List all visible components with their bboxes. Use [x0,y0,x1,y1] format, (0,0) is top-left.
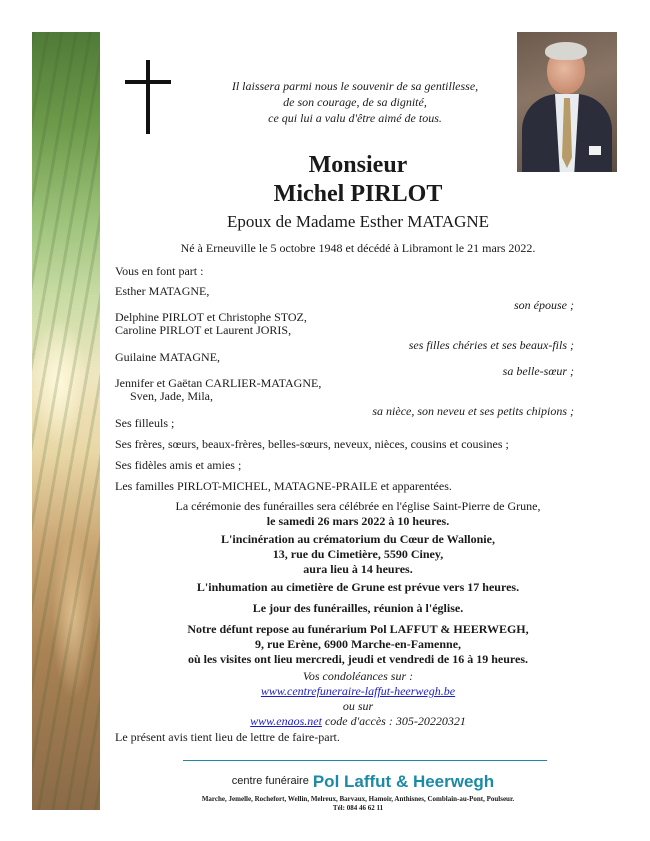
condolences-block: Vos condoléances sur : www.centrefuneraire-laffut-heerwegh.be ou sur www.enaos.net code d'accès : 305-20220321 [250,669,466,728]
family-daughters-role: ses filles chéries et ses beaux-fils ; [408,338,574,352]
portrait-photo [517,32,617,172]
footer-phone: Tél: 084 46 62 11 [332,804,384,812]
ceremony-block: La cérémonie des funérailles sera célébrée en l'église Saint-Pierre de Grune, le samedi 26 mars 2022 à 10 heures. [175,499,541,528]
deceased-name: Michel PIRLOT [273,181,443,207]
incineration-block: L'incinération au crématorium du Cœur de Wallonie, 13, rue du Cimetière, 5590 Ciney, aura lieu à 14 heures. [221,532,495,576]
funeral-home-link[interactable]: www.centrefuneraire-laffut-heerwegh.be [260,684,456,698]
enaos-link[interactable]: www.enaos.net [250,714,322,728]
family-daughter-1: Delphine PIRLOT et Christophe STOZ, [115,310,307,324]
memorial-quote: Il laissera parmi nous le souvenir de sa gentillesse, de son courage, de sa dignité, ce qui lui a valu d'être aimé de tous. [231,79,479,125]
family-niece: Jennifer et Gaëtan CARLIER-MATAGNE, [115,376,322,390]
footer-towns: Marche, Jemelle, Rochefort, Wellin, Melreux, Barvaux, Hamoir, Anthisnes, Comblain-au-Pont, Poulseur. [201,795,515,803]
footer-divider [183,760,547,761]
family-esther: Esther MATAGNE, [115,284,210,298]
honorific: Monsieur [308,152,408,178]
family-siblings: Ses frères, sœurs, beaux-frères, belles-sœurs, neveux, nièces, cousins et cousines ; [115,437,509,451]
family-friends: Ses fidèles amis et amies ; [115,458,242,472]
birth-death-line: Né à Erneuville le 5 octobre 1948 et décédé à Libramont le 21 mars 2022. [180,241,536,255]
cross-icon [125,60,171,134]
family-godchildren: Ses filleuls ; [115,416,175,430]
family-kids: Sven, Jade, Mila, [130,389,213,403]
inhumation-line: L'inhumation au cimetière de Grune est prévue vers 17 heures. [196,580,520,594]
family-families: Les familles PIRLOT-MICHEL, MATAGNE-PRAILE et apparentées. [115,479,452,493]
family-sister-in-law-role: sa belle-sœur ; [502,364,574,378]
spouse-line: Epoux de Madame Esther MATAGNE [226,212,490,231]
intro-text: Vous en font part : [115,264,204,278]
nature-photo-strip [32,32,100,810]
closing-note: Le présent avis tient lieu de lettre de faire-part. [115,730,340,744]
family-niece-role: sa nièce, son neveu et ses petits chipions ; [372,404,574,418]
visit-block: Notre défunt repose au funérarium Pol LAFFUT & HEERWEGH, 9, rue Erène, 6900 Marche-en-Famenne, où les visites ont lieu mercredi, jeudi et vendredi de 16 à 19 heures. [187,622,529,666]
family-daughter-2: Caroline PIRLOT et Laurent JORIS, [115,323,292,337]
reunion-line: Le jour des funérailles, réunion à l'église. [252,601,464,615]
funeral-home-logo: centre funéraire Pol Laffut & Heerwegh [231,772,495,791]
family-sister-in-law: Guilaine MATAGNE, [115,350,221,364]
family-esther-role: son épouse ; [514,298,574,312]
